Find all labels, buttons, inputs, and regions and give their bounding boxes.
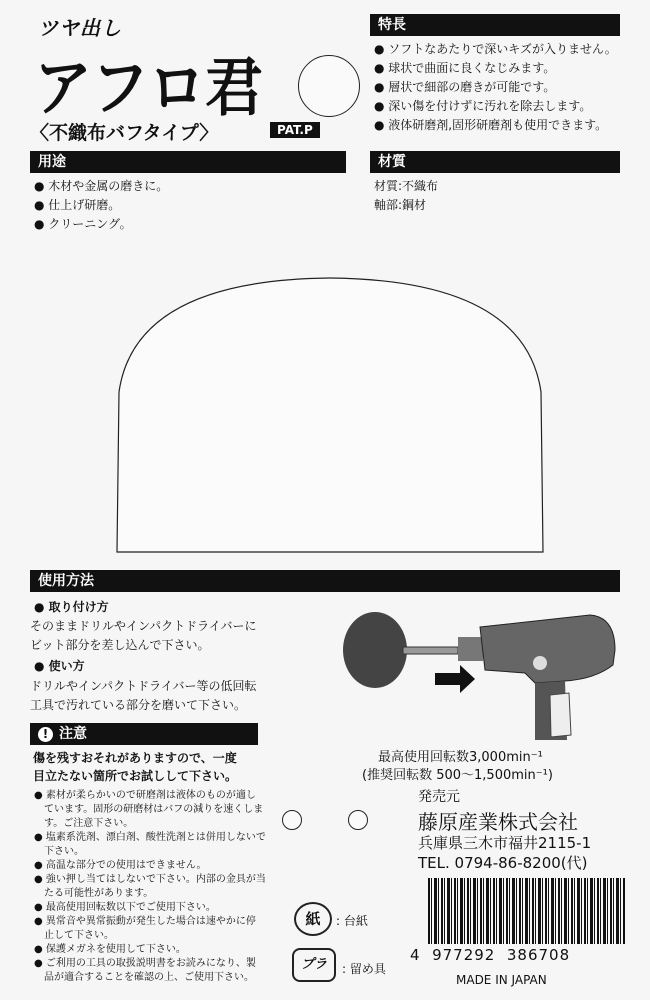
howto-title: 使用方法 <box>30 570 620 592</box>
features-title: 特長 <box>370 14 620 36</box>
list-item: ● 球状で曲面に良くなじみます。 <box>374 61 556 75</box>
list-item: 下さい。 <box>34 846 84 857</box>
drill-illustration <box>335 595 625 745</box>
paper-recycle-icon <box>294 902 332 936</box>
text-line: 目立たない箇所でお試しして下さい。 <box>33 769 238 783</box>
list-item: す。ご注意下さい。 <box>34 818 134 829</box>
material-title: 材質 <box>370 151 620 173</box>
max-speed: 最高使用回転数3,000min⁻¹ <box>378 750 543 765</box>
caution-lead <box>33 749 237 785</box>
list-item: ● 塩素系洗剤、漂白剤、酸性洗剤とは併用しないで <box>34 832 266 843</box>
list-item: ● クリーニング。 <box>34 217 132 231</box>
uses-title: 用途 <box>30 151 346 173</box>
text-line: そのままドリルやインパクトドライバーに <box>30 619 257 633</box>
caution-list <box>34 789 266 985</box>
seller-company: 藤原産業株式会社 <box>418 810 578 834</box>
product-window-outline <box>105 272 555 557</box>
barcode-number: 4 977292 386708 <box>410 946 571 964</box>
list-item: ● 最高使用回転数以下でご使用下さい。 <box>34 902 216 913</box>
seller-tel: TEL. 0794-86-8200(代) <box>418 854 588 872</box>
paper-mark-label: 紙 <box>305 910 321 928</box>
list-item: 品が適合することを確認の上、ご使用下さい。 <box>34 972 254 983</box>
list-item: ● 仕上げ研磨。 <box>34 198 121 212</box>
list-item: ● 保護メガネを使用して下さい。 <box>34 944 186 955</box>
list-item: 止して下さい。 <box>34 930 114 941</box>
use-heading: ● 使い方 <box>34 659 85 673</box>
list-item: ● 異常音や異常振動が発生した場合は速やかに停 <box>34 916 256 927</box>
list-item: ● 深い傷を付けずに汚れを除去します。 <box>374 99 592 113</box>
list-item: たる可能性があります。 <box>34 888 154 899</box>
features-list <box>374 40 617 135</box>
text-line: 工具で汚れている部分を磨いて下さい。 <box>30 698 247 712</box>
list-item: 軸部:鋼材 <box>374 198 427 212</box>
uses-list <box>34 177 168 234</box>
peg-hole-right <box>348 810 368 830</box>
attach-text <box>30 617 257 655</box>
plastic-recycle-icon <box>292 948 336 982</box>
material-list <box>374 177 438 215</box>
patent-badge: PAT.P <box>270 122 320 138</box>
text-line: ドリルやインパクトドライバー等の低回転 <box>30 679 257 693</box>
use-text <box>30 677 257 715</box>
seller-label: 発売元 <box>418 789 460 805</box>
hang-hole <box>298 55 360 117</box>
list-item: ● ソフトなあたりで深いキズが入りません。 <box>374 42 617 56</box>
recommended-speed: (推奨回転数 500〜1,500min⁻¹) <box>362 768 553 783</box>
arrow-icon <box>435 665 475 693</box>
list-item: ● 強い押し当てはしないで下さい。内部の金具が当 <box>34 874 266 885</box>
plastic-mark-label: プラ <box>300 957 327 972</box>
barcode <box>428 878 626 944</box>
attach-heading: ● 取り付け方 <box>34 600 109 614</box>
list-item: ● 素材が柔らかいので研磨剤は液体のものが適し <box>34 790 256 801</box>
caution-title <box>30 723 258 745</box>
list-item: ● 液体研磨剤,固形研磨剤も使用できます。 <box>374 118 608 132</box>
impact-driver-icon <box>458 615 615 740</box>
buff-ball-icon <box>343 612 407 688</box>
warning-icon: ! <box>38 727 53 742</box>
seller-address: 兵庫県三木市福井2115-1 <box>418 834 592 852</box>
plastic-recycle-label: : 留め具 <box>342 962 386 976</box>
caution-title-label: 注意 <box>59 726 87 742</box>
product-name: アフロ君 <box>34 50 263 126</box>
list-item: ています。固形の研磨材はバフの減りを速くしま <box>34 804 264 815</box>
paper-recycle-label: : 台紙 <box>336 914 368 928</box>
product-subtitle: 〈不織布バフタイプ〉 <box>30 122 219 144</box>
list-item: ● 高温な部分での使用はできません。 <box>34 860 207 871</box>
list-item: ● 層状で細部の磨きが可能です。 <box>374 80 556 94</box>
list-item: ● 木材や金属の磨きに。 <box>34 179 169 193</box>
text-line: ビット部分を差し込んで下さい。 <box>30 638 210 652</box>
text-line: 傷を残すおそれがありますので、一度 <box>33 751 237 765</box>
made-in-label: MADE IN JAPAN <box>456 973 547 987</box>
list-item: 材質:不織布 <box>374 179 439 193</box>
list-item: ● ご利用の工具の取扱説明書をお読みになり、製 <box>34 958 256 969</box>
peg-hole-left <box>282 810 302 830</box>
product-tagline: ツヤ出し <box>38 16 122 40</box>
